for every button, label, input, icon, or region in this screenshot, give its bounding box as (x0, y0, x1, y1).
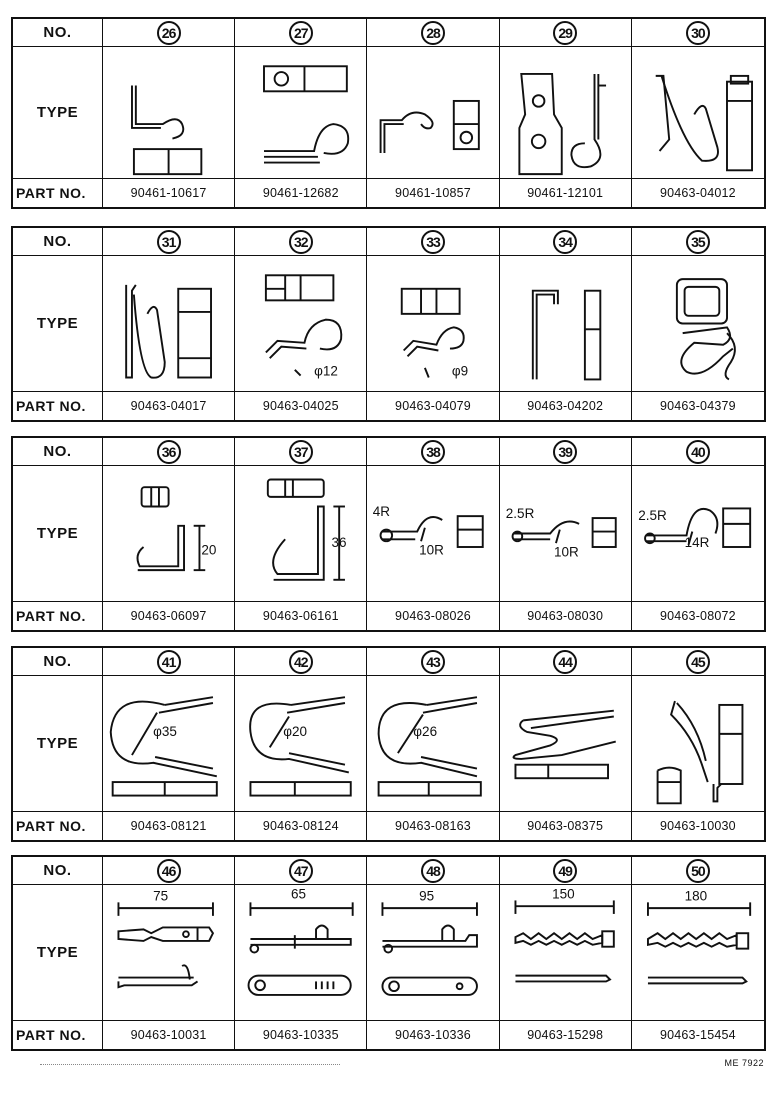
part-number-50: 90463-15454 (659, 1028, 736, 1042)
svg-text:14R: 14R (684, 535, 710, 550)
parts-table-1 (11, 17, 766, 209)
item-number-39: 39 (500, 438, 632, 466)
svg-text:180: 180 (684, 888, 707, 904)
clip-drawing-39 (500, 466, 632, 602)
document-code: ME 7922 (724, 1058, 764, 1068)
svg-text:36: 36 (331, 535, 347, 550)
svg-text:150: 150 (551, 886, 575, 902)
item-number-28: 28 (367, 19, 499, 47)
part-number-44: 90463-08375 (500, 812, 632, 840)
clip-drawing-27 (235, 47, 367, 179)
clip-drawing-36 (103, 466, 235, 602)
part-no-label: PART NO. (13, 392, 103, 420)
clip-drawing-28 (367, 47, 499, 179)
item-number-38: 38 (367, 438, 499, 466)
part-no-label: PART NO. (13, 812, 103, 840)
part-number-46: 90463-10031 (103, 1021, 235, 1049)
svg-text:10R: 10R (419, 542, 445, 558)
part-no-label: PART NO. (13, 602, 103, 630)
part-number-27: 90461-12682 (235, 179, 367, 207)
part-number-38: 90463-08026 (367, 602, 499, 630)
part-number-43: 90463-08163 (367, 812, 499, 840)
type-label: TYPE (13, 47, 103, 179)
item-number-50: 50 (632, 857, 764, 885)
clip-drawing-45 (632, 676, 764, 812)
svg-text:φ26: φ26 (413, 723, 438, 739)
no-label: NO. (13, 648, 103, 676)
part-number-47: 90463-10335 (235, 1021, 367, 1049)
svg-text:φ12: φ12 (314, 363, 339, 379)
item-number-43: 43 (367, 648, 499, 676)
part-number-48: 90463-10336 (367, 1021, 499, 1049)
type-label: TYPE (13, 676, 103, 812)
item-number-30: 30 (632, 19, 764, 47)
part-number-36: 90463-06097 (103, 602, 235, 630)
part-number-28: 90461-10857 (367, 179, 499, 207)
clip-drawing-30 (632, 47, 764, 179)
svg-text:95: 95 (419, 888, 435, 904)
item-number-33: 33 (367, 228, 499, 256)
part-number-30: 90463-04012 (659, 186, 736, 200)
clip-drawing-33 (367, 256, 499, 392)
parts-table-4 (11, 646, 766, 842)
part-number-41: 90463-08121 (103, 812, 235, 840)
svg-text:φ9: φ9 (452, 363, 469, 379)
cable-tie-drawing-46 (103, 885, 235, 1021)
part-number-49: 90463-15298 (500, 1021, 632, 1049)
item-number-34: 34 (500, 228, 632, 256)
item-number-41: 41 (103, 648, 235, 676)
item-number-37: 37 (235, 438, 367, 466)
parts-table-3 (11, 436, 766, 632)
clip-drawing-41 (103, 676, 235, 812)
item-number-29: 29 (500, 19, 632, 47)
item-number-48: 48 (367, 857, 499, 885)
item-number-40: 40 (632, 438, 764, 466)
item-number-26: 26 (103, 19, 235, 47)
cable-tie-drawing-49 (500, 885, 632, 1021)
part-no-label: PART NO. (13, 179, 103, 207)
clip-drawing-43 (367, 676, 499, 812)
no-label: NO. (13, 228, 103, 256)
no-label: NO. (13, 19, 103, 47)
clip-drawing-38 (367, 466, 499, 602)
clip-drawing-44 (500, 676, 632, 812)
clip-drawing-31 (103, 256, 235, 392)
part-number-39: 90463-08030 (500, 602, 632, 630)
cable-tie-drawing-47 (235, 885, 367, 1021)
part-number-35: 90463-04379 (659, 399, 736, 413)
item-number-44: 44 (500, 648, 632, 676)
svg-text:75: 75 (153, 888, 169, 904)
parts-table-2 (11, 226, 766, 422)
svg-text:10R: 10R (553, 544, 579, 560)
item-number-36: 36 (103, 438, 235, 466)
part-number-31: 90463-04017 (103, 392, 235, 420)
part-number-45: 90463-10030 (659, 819, 736, 833)
clip-drawing-37 (235, 466, 367, 602)
cable-tie-drawing-50 (632, 885, 764, 1021)
clip-drawing-34 (500, 256, 632, 392)
part-number-33: 90463-04079 (367, 392, 499, 420)
part-no-label: PART NO. (13, 1021, 103, 1049)
item-number-45: 45 (632, 648, 764, 676)
clip-drawing-29 (500, 47, 632, 179)
svg-text:65: 65 (291, 886, 307, 902)
type-label: TYPE (13, 256, 103, 392)
clip-drawing-35 (632, 256, 764, 392)
part-number-37: 90463-06161 (235, 602, 367, 630)
clip-drawing-26 (103, 47, 235, 179)
clip-drawing-42 (235, 676, 367, 812)
svg-text:4R: 4R (373, 504, 391, 520)
part-number-40: 90463-08072 (659, 609, 736, 623)
svg-text:2.5R: 2.5R (505, 506, 534, 522)
part-number-29: 90461-12101 (500, 179, 632, 207)
item-number-46: 46 (103, 857, 235, 885)
svg-text:φ35: φ35 (153, 723, 177, 739)
type-label: TYPE (13, 885, 103, 1021)
part-number-34: 90463-04202 (500, 392, 632, 420)
item-number-42: 42 (235, 648, 367, 676)
parts-table-5 (11, 855, 766, 1051)
type-label: TYPE (13, 466, 103, 602)
item-number-31: 31 (103, 228, 235, 256)
clip-drawing-40 (632, 466, 764, 602)
part-number-26: 90461-10617 (103, 179, 235, 207)
cable-tie-drawing-48 (367, 885, 499, 1021)
no-label: NO. (13, 857, 103, 885)
item-number-27: 27 (235, 19, 367, 47)
svg-text:φ20: φ20 (283, 723, 308, 739)
part-number-32: 90463-04025 (235, 392, 367, 420)
scan-artifact-line (40, 1064, 340, 1068)
item-number-35: 35 (632, 228, 764, 256)
no-label: NO. (13, 438, 103, 466)
clip-drawing-32 (235, 256, 367, 392)
svg-text:2.5R: 2.5R (638, 508, 667, 523)
item-number-49: 49 (500, 857, 632, 885)
item-number-32: 32 (235, 228, 367, 256)
svg-text:20: 20 (201, 542, 217, 558)
item-number-47: 47 (235, 857, 367, 885)
part-number-42: 90463-08124 (235, 812, 367, 840)
